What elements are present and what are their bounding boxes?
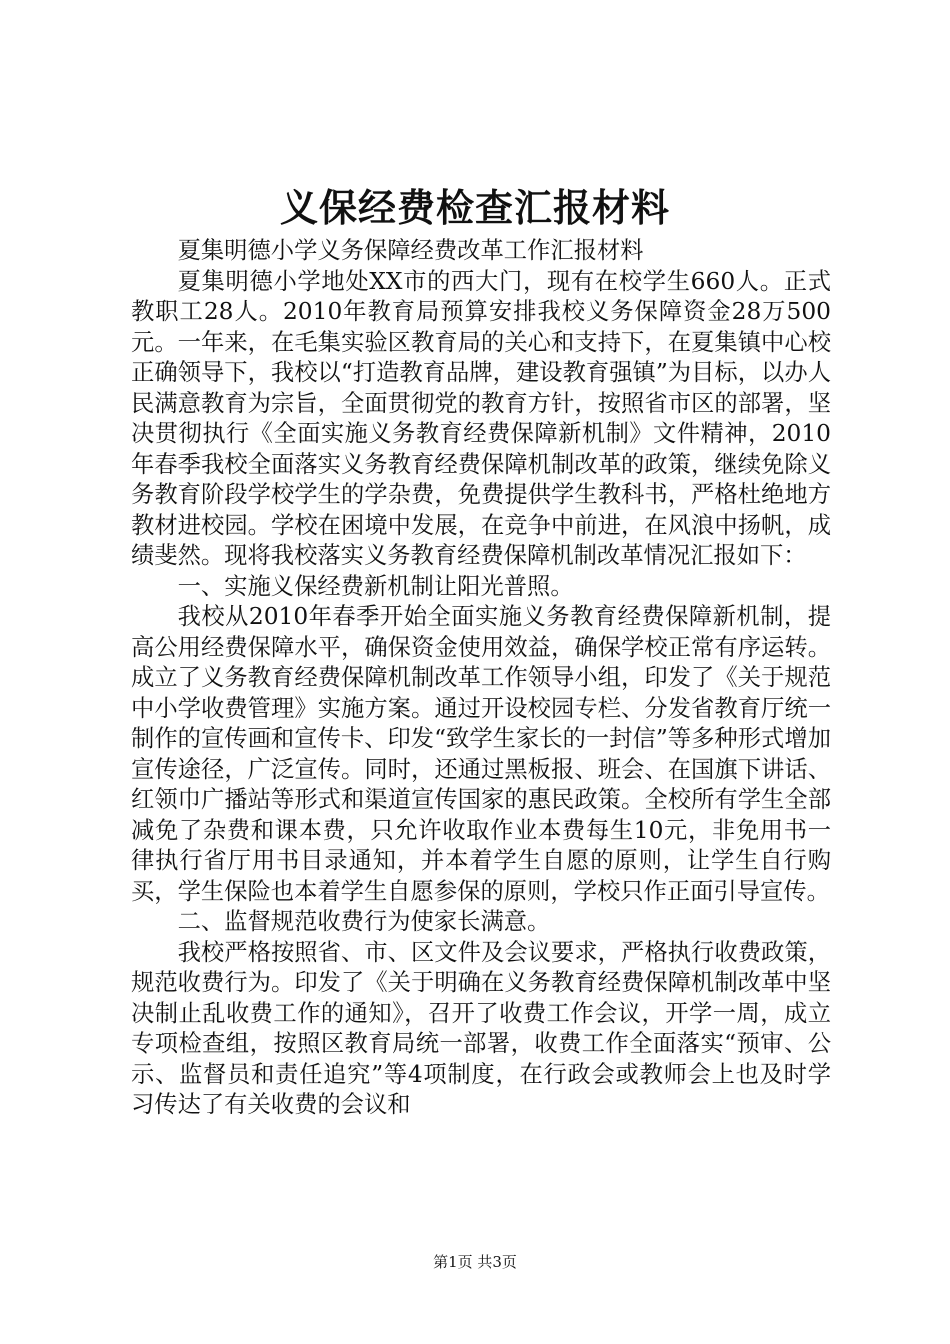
document-title: 义保经费检查汇报材料 [279,186,670,230]
paragraph-subtitle: 夏集明德小学义务保障经费改革工作汇报材料 [177,237,644,264]
paragraph-section-2: 我校严格按照省、市、区文件及会议要求，严格执行收费政策，规范收费行为。印发了《关于明确在义务教育经费保障机制改革中坚决制止乱收费工作的通知》，召开了收费工作会议，开学一周，成立专项检查组，按照区教育局统一部署，收费工作全面落实“预审、公示、监督员和责任追究”等4项制度，在行政会或教师会上也及时学习传达了有关收费的会议和 [131,938,831,1118]
paragraph-section-1: 我校从2010年春季开始全面实施义务教育经费保障新机制，提高公用经费保障水平，确保资金使用效益，确保学校正常有序运转。成立了义务教育经费保障机制改革工作领导小组，印发了《关于规范中小学收费管理》实施方案。通过开设校园专栏、分发省教育厅统一制作的宣传画和宣传卡、印发“致学生家长的一封信”等多种形式增加宣传途径，广泛宣传。同时，还通过黑板报、班会、在国旗下讲话、红领巾广播站等形式和渠道宣传国家的惠民政策。全校所有学生全部减免了杂费和课本费，只允许收取作业本费每生10元，非免用书一律执行省厅用书目录通知，并本着学生自愿的原则，让学生自行购买，学生保险也本着学生自愿参保的原则，学校只作正面引导宣传。 [131,603,831,905]
paragraph-intro: 夏集明德小学地处XX市的西大门，现有在校学生660人。正式教职工28人。2010年教育局预算安排我校义务保障资金28万500元。一年来，在毛集实验区教育局的关心和支持下，在夏集镇中心校正确领导下，我校以“打造教育品牌，建设教育强镇”为目标，以办人民满意教育为宗旨，全面贯彻党的教育方针，按照省市区的部署，坚决贯彻执行《全面实施义务教育经费保障新机制》文件精神，2010年春季我校全面落实义务教育经费保障机制改革的政策，继续免除义务教育阶段学校学生的学杂费，免费提供学生教科书，严格杜绝地方教材进校园。学校在困境中发展，在竞争中前进，在风浪中扬帆，成绩斐然。现将我校落实义务教育经费保障机制改革情况汇报如下： [131,267,831,569]
page-footer: 第1页 共3页 [433,1253,517,1271]
section-heading-1: 一、实施义保经费新机制让阳光普照。 [177,572,574,600]
document-body [131,236,831,1121]
section-heading-2: 二、监督规范收费行为使家长满意。 [177,908,551,935]
